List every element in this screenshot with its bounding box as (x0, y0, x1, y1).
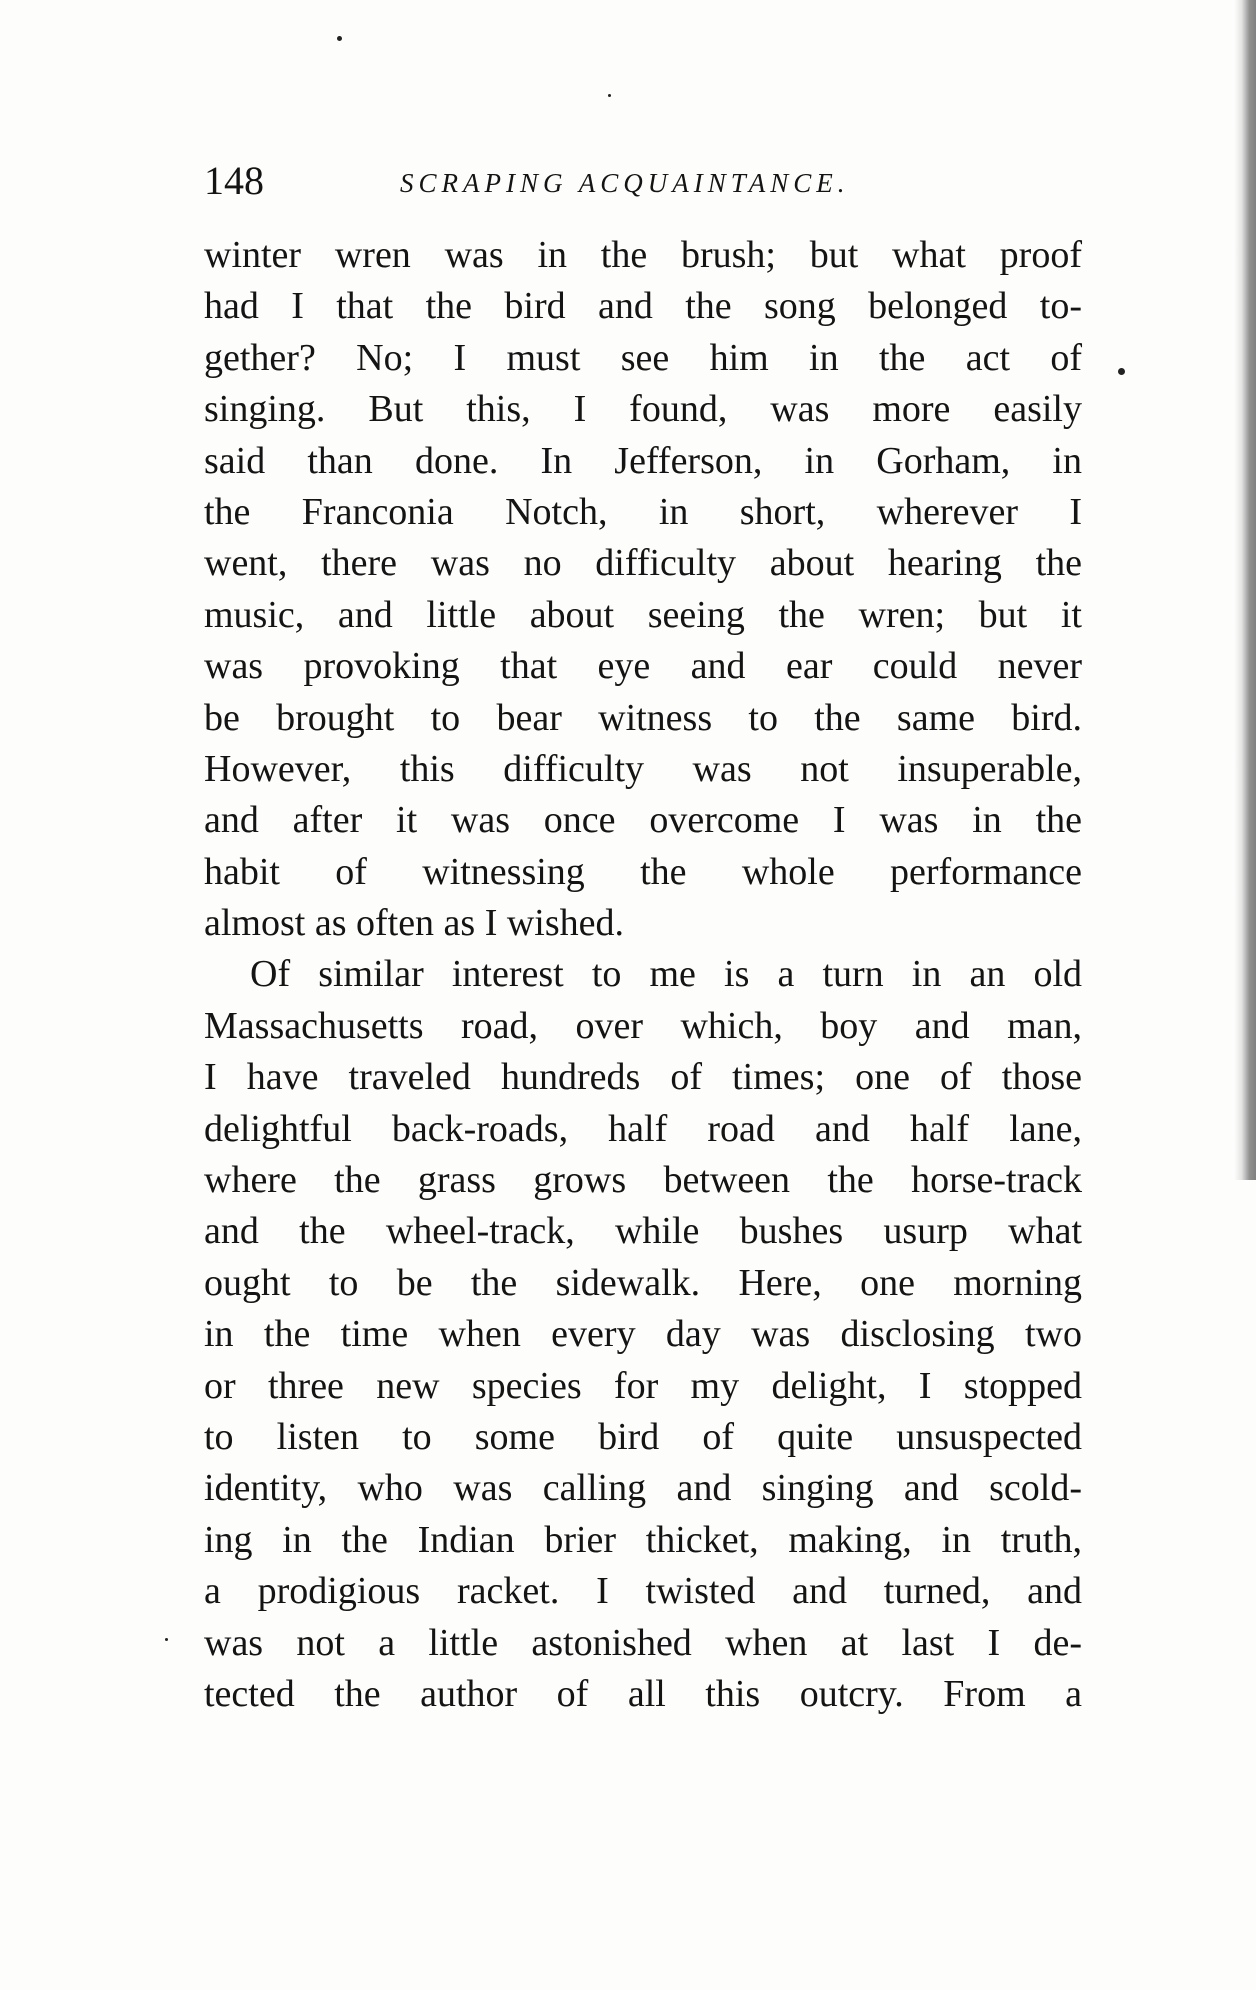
text-line: winter wren was in the brush; but what proof (204, 234, 1082, 276)
text-line: I have traveled hundreds of times; one of those (204, 1056, 1082, 1099)
text-line: in the time when every day was disclosing two (204, 1313, 1082, 1356)
text-line: to listen to some bird of quite unsuspected (204, 1415, 1082, 1458)
paragraph-start-line: Of similar interest to me is a turn in an old (250, 953, 1082, 996)
text-line: went, there was no difficulty about hearing the (204, 542, 1082, 585)
text-line: gether? No; I must see him in the act of (204, 336, 1082, 379)
ink-speck (165, 1638, 168, 1641)
paragraph-end-line: almost as often as I wished. (204, 902, 625, 945)
text-line: and the wheel-track, while bushes usurp what (204, 1210, 1082, 1253)
running-title: SCRAPING ACQUAINTANCE. (400, 168, 850, 198)
text-line: was not a little astonished when at last I de- (204, 1621, 1082, 1664)
text-line: be brought to bear witness to the same bird. (204, 696, 1082, 739)
text-line: or three new species for my delight, I stopped (204, 1364, 1082, 1407)
text-line: ought to be the sidewalk. Here, one morning (204, 1261, 1082, 1304)
scan-edge-shadow (1234, 0, 1256, 1180)
text-line: where the grass grows between the horse-track (204, 1159, 1082, 1202)
body-text (204, 230, 1082, 1720)
text-line: Massachusetts road, over which, boy and man, (204, 1004, 1082, 1047)
text-line: the Franconia Notch, in short, wherever I (204, 490, 1082, 533)
text-line: had I that the bird and the song belonged to- (204, 285, 1082, 328)
text-line: identity, who was calling and singing and scold- (204, 1467, 1082, 1510)
ink-speck (608, 94, 611, 97)
text-line: tected the author of all this outcry. From a (204, 1672, 1082, 1715)
ink-speck (1118, 368, 1125, 375)
page-header (204, 156, 1084, 206)
text-line: said than done. In Jefferson, in Gorham, in (204, 439, 1082, 482)
text-line: music, and little about seeing the wren; but it (204, 593, 1082, 636)
text-line: delightful back-roads, half road and half lane, (204, 1107, 1082, 1150)
text-line: a prodigious racket. I twisted and turned, and (204, 1570, 1082, 1613)
text-line: was provoking that eye and ear could never (204, 645, 1082, 688)
text-line: ing in the Indian brier thicket, making, in truth, (204, 1518, 1082, 1561)
page-number: 148 (204, 158, 264, 203)
ink-speck (337, 36, 342, 41)
text-line: singing. But this, I found, was more easily (204, 388, 1082, 431)
text-line: habit of witnessing the whole performance (204, 850, 1082, 893)
text-line: However, this difficulty was not insuperable, (204, 747, 1082, 790)
text-line: and after it was once overcome I was in the (204, 799, 1082, 842)
